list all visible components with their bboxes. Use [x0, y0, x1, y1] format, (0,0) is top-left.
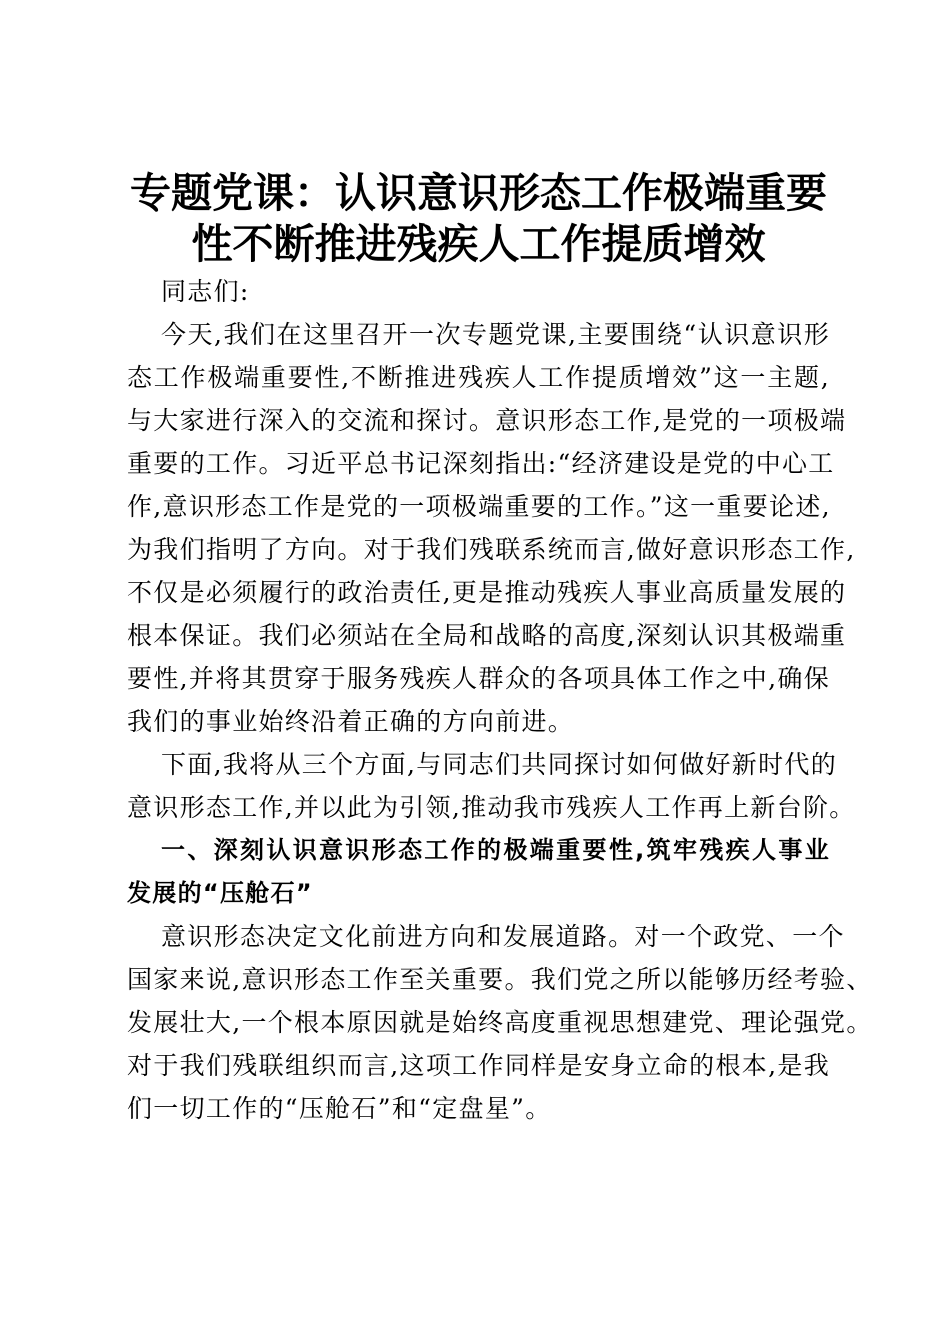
paragraph-line: 意识形态决定文化前进方向和发展道路。对一个政党、一个 [161, 922, 845, 951]
paragraph-line: 我们的事业始终沿着正确的方向前进。 [127, 707, 575, 736]
heading-line: 发展的“压舱石” [127, 879, 313, 907]
greeting: 同志们: [161, 277, 250, 306]
paragraph-line: 发展壮大,一个根本原因就是始终高度重视思想建党、理论强党。 [127, 1008, 873, 1037]
paragraph-line: 下面,我将从三个方面,与同志们共同探讨如何做好新时代的 [161, 750, 837, 779]
document-title [127, 168, 830, 270]
paragraph-line: 重要的工作。习近平总书记深刻指出:“经济建设是党的中心工 [127, 449, 835, 478]
paragraph-intro [127, 313, 856, 743]
paragraph-line: 作,意识形态工作是党的一项极端重要的工作。”这一重要论述, [127, 492, 831, 521]
paragraph-line: 意识形态工作,并以此为引领,推动我市残疾人工作再上新台阶。 [127, 793, 856, 822]
paragraph-line: 对于我们残联组织而言,这项工作同样是安身立命的根本,是我 [127, 1051, 830, 1080]
title-line-1: 专题党课：认识意识形态工作极端重要 [130, 169, 827, 217]
document-content [127, 168, 873, 1130]
paragraph-line: 与大家进行深入的交流和探讨。意识形态工作,是党的一项极端 [127, 406, 847, 435]
heading-line: 一、深刻认识意识形态工作的极端重要性,筑牢残疾人事业 [161, 836, 830, 864]
paragraph-line: 们一切工作的“压舱石”和“定盘星”。 [127, 1094, 552, 1123]
paragraph-line: 态工作极端重要性,不断推进残疾人工作提质增效”这一主题, [127, 363, 830, 392]
paragraph-line: 根本保证。我们必须站在全局和战略的高度,深刻认识其极端重 [127, 621, 847, 650]
paragraph-section-1 [127, 915, 873, 1130]
paragraph-line: 不仅是必须履行的政治责任,更是推动残疾人事业高质量发展的 [127, 578, 847, 607]
paragraph-line: 要性,并将其贯穿于服务残疾人群众的各项具体工作之中,确保 [127, 664, 830, 693]
paragraph-outline [127, 743, 856, 829]
title-line-2: 性不断推进残疾人工作提质增效 [191, 220, 766, 268]
section-heading-1 [127, 829, 830, 915]
paragraph-line: 国家来说,意识形态工作至关重要。我们党之所以能够历经考验、 [127, 965, 873, 994]
paragraph-line: 今天,我们在这里召开一次专题党课,主要围绕“认识意识形 [161, 320, 830, 349]
paragraph-line: 为我们指明了方向。对于我们残联系统而言,做好意识形态工作, [127, 535, 856, 564]
